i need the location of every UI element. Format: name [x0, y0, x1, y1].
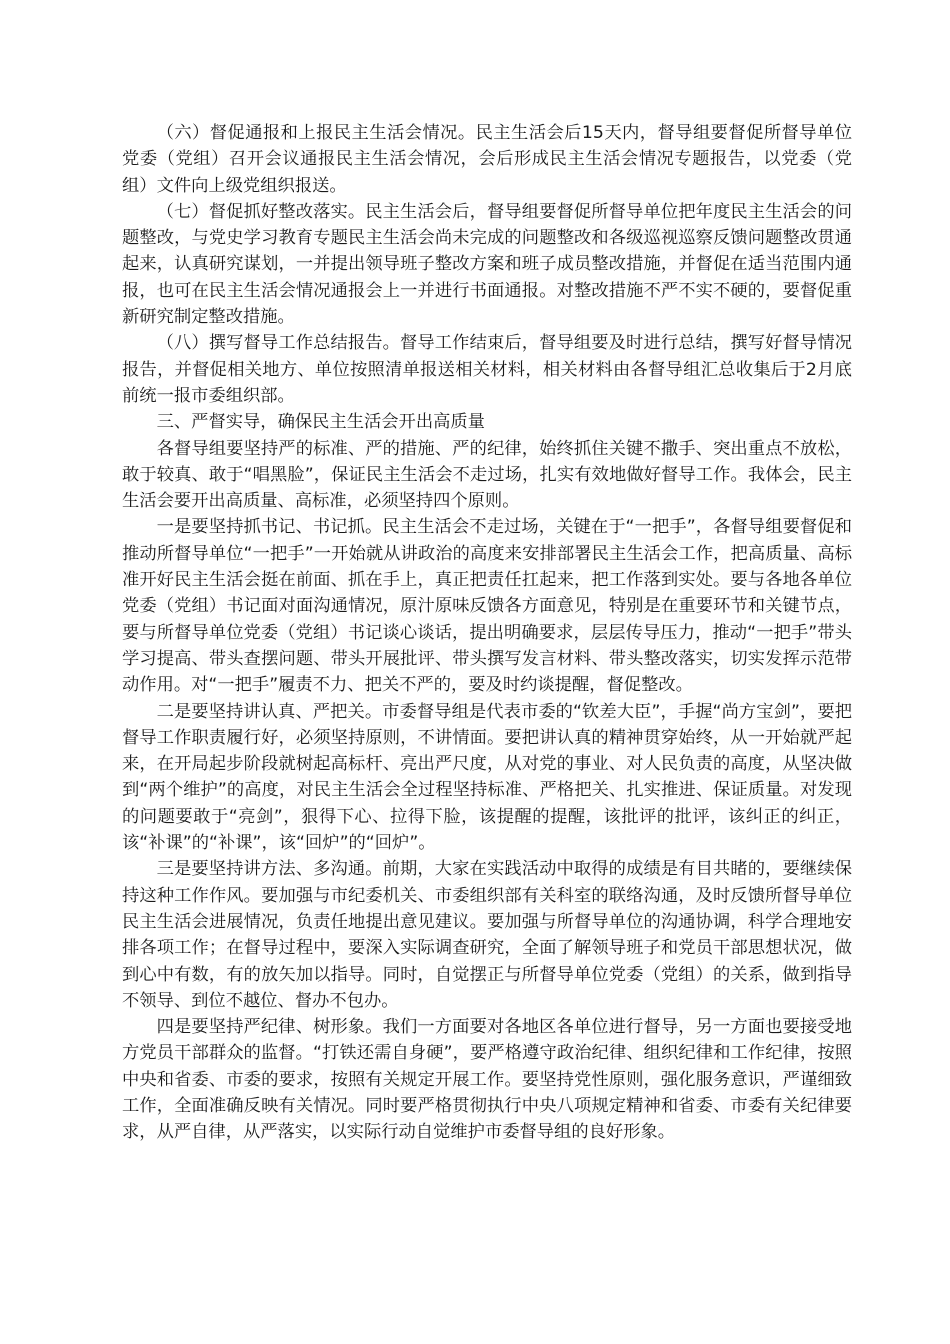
paragraph-principle-four: 四是要坚持严纪律、树形象。我们一方面要对各地区各单位进行督导，另一方面也要接受地方党员干部群众的监督。“打铁还需自身硬”，要严格遵守政治纪律、组织纪律和工作纪律，按照中央和省委、市委的要求，按照有关规定开展工作。要坚持党性原则，强化服务意识，严谨细致工作，全面准确反映有关情况。同时要严格贯彻执行中央八项规定精神和省委、市委有关纪律要求，从严自律，从严落实，以实际行动自觉维护市委督导组的良好形象。 — [122, 1017, 852, 1143]
paragraph-six-report-meeting: （六）督促通报和上报民主生活会情况。民主生活会后15天内，督导组要督促所督导单位党委（党组）召开会议通报民主生活会情况，会后形成民主生活会情况专题报告，以党委（党组）文件向上级党组织报送。 — [122, 123, 852, 196]
paragraph-eight-summary-report: （八）撰写督导工作总结报告。督导工作结束后，督导组要及时进行总结，撰写好督导情况报告，并督促相关地方、单位按照清单报送相关材料，相关材料由各督导组汇总收集后于2月底前统一报市委组织部。 — [122, 333, 852, 406]
section-heading-three: 三、严督实导，确保民主生活会开出高质量 — [156, 412, 485, 433]
paragraph-seven-rectification: （七）督促抓好整改落实。民主生活会后，督导组要督促所督导单位把年度民主生活会的问题整改，与党史学习教育专题民主生活会尚未完成的问题整改和各级巡视巡察反馈问题整改贯通起来，认真研究谋划，一并提出领导班子整改方案和班子成员整改措施，并督促在适当范围内通报，也可在民主生活会情况通报会上一并进行书面通报。对整改措施不严不实不硬的，要督促重新研究制定整改措施。 — [122, 201, 852, 328]
document-body — [122, 120, 852, 1146]
paragraph-principle-two: 二是要坚持讲认真、严把关。市委督导组是代表市委的“钦差大臣”，手握“尚方宝剑”，要把督导工作职责履行好，必须坚持原则，不讲情面。要把讲认真的精神贯穿始终，从一开始就严起来，在开局起步阶段就树起高标杆、亮出严尺度，从对党的事业、对人民负责的高度，从坚决做到“两个维护”的高度，对民主生活会全过程坚持标准、严格把关、扎实推进、保证质量。对发现的问题要敢于“亮剑”，狠得下心、拉得下脸，该提醒的提醒，该批评的批评，该纠正的纠正，该“补课”的“补课”，该“回炉”的“回炉”。 — [122, 701, 852, 854]
paragraph-principle-three: 三是要坚持讲方法、多沟通。前期，大家在实践活动中取得的成绩是有目共睹的，要继续保持这种工作作风。要加强与市纪委机关、市委组织部有关科室的联络沟通，及时反馈所督导单位民主生活会进展情况，负责任地提出意见建议。要加强与所督导单位的沟通协调，科学合理地安排各项工作；在督导过程中，要深入实际调查研究，全面了解领导班子和党员干部思想状况，做到心中有数，有的放矢加以指导。同时，自觉摆正与所督导单位党委（党组）的关系，做到指导不领导、到位不越位、督办不包办。 — [122, 859, 852, 1011]
paragraph-principle-one: 一是要坚持抓书记、书记抓。民主生活会不走过场，关键在于“一把手”，各督导组要督促和推动所督导单位“一把手”一开始就从讲政治的高度来安排部署民主生活会工作，把高质量、高标准开好民主生活会挺在前面、抓在手上，真正把责任扛起来，把工作落到实处。要与各地各单位党委（党组）书记面对面沟通情况，原汁原味反馈各方面意见，特别是在重要环节和关键节点，要与所督导单位党委（党组）书记谈心谈话，提出明确要求，层层传导压力，推动“一把手”带头学习提高、带头查摆问题、带头开展批评、带头撰写发言材料、带头整改落实，切实发挥示范带动作用。对“一把手”履责不力、把关不严的，要及时约谈提醒，督促整改。 — [122, 517, 852, 696]
paragraph-strict-standards: 各督导组要坚持严的标准、严的措施、严的纪律，始终抓住关键不撒手、突出重点不放松，敢于较真、敢于“唱黑脸”，保证民主生活会不走过场，扎实有效地做好督导工作。我体会，民主生活会要开出高质量、高标准，必须坚持四个原则。 — [122, 438, 852, 512]
